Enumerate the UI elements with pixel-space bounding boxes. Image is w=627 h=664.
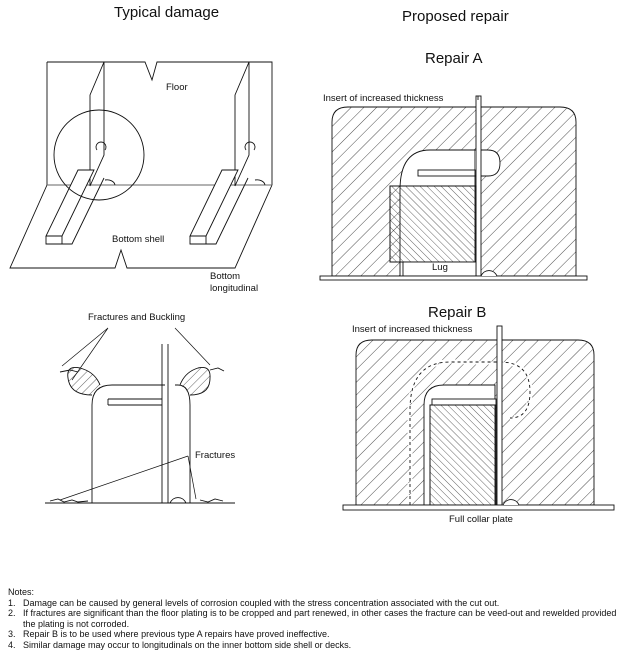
fractures-and-buckling-label: Fractures and Buckling bbox=[88, 312, 186, 323]
note-number: 1. bbox=[8, 597, 16, 608]
repair-b-drawing bbox=[343, 326, 614, 510]
note-number: 3. bbox=[8, 629, 16, 640]
note-text: If fractures are significant than the floor plating is to be cropped and part renewed, in other cases the fracture can be veed-out and rewelded provided the plating is not corroded. bbox=[23, 608, 617, 629]
notes-title: Notes: bbox=[8, 587, 35, 597]
note-item bbox=[8, 640, 620, 651]
note-text: Similar damage may occur to longitudinals on the inner bottom side shell or decks. bbox=[23, 639, 352, 650]
bottom-longitudinal-label-line1: Bottom bbox=[210, 271, 241, 282]
repair-a-drawing bbox=[320, 96, 587, 280]
fractures-label: Fractures bbox=[195, 450, 236, 461]
full-collar-plate-label: Full collar plate bbox=[449, 514, 513, 525]
repair-a-heading: Repair A bbox=[425, 50, 483, 67]
fracture-section-view bbox=[45, 328, 235, 503]
note-item bbox=[8, 608, 620, 629]
note-item bbox=[8, 629, 620, 640]
note-item bbox=[8, 598, 620, 609]
bottom-shell-label: Bottom shell bbox=[112, 234, 165, 245]
proposed-repair-heading: Proposed repair bbox=[402, 8, 509, 25]
notes-section bbox=[8, 587, 620, 651]
insert-label-repair-a: Insert of increased thickness bbox=[323, 93, 444, 104]
note-number: 2. bbox=[8, 608, 16, 619]
note-number: 4. bbox=[8, 639, 16, 650]
insert-label-repair-b: Insert of increased thickness bbox=[352, 324, 473, 335]
typical-damage-heading: Typical damage bbox=[114, 4, 220, 21]
shell-fracture-left bbox=[50, 499, 88, 502]
note-text: Damage can be caused by general levels of corrosion coupled with the stress concentration associated with the cut out. bbox=[23, 597, 500, 608]
floor-label: Floor bbox=[166, 82, 188, 93]
bottom-longitudinal-label-line2: longitudinal bbox=[210, 283, 259, 294]
repair-b-heading: Repair B bbox=[428, 304, 487, 321]
note-text: Repair B is to be used where previous type A repairs have proved ineffective. bbox=[23, 629, 330, 640]
lug-label: Lug bbox=[432, 262, 448, 273]
